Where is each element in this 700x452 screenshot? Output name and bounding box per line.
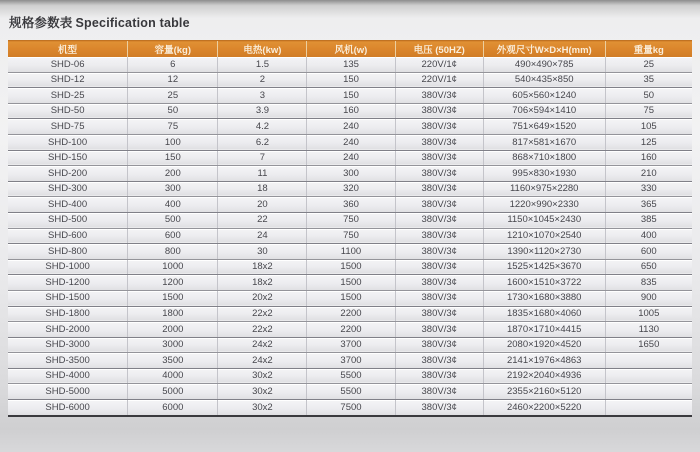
table-cell: 380V/3¢ <box>395 353 483 369</box>
table-cell: 300 <box>307 166 395 182</box>
table-cell: 400 <box>128 197 218 213</box>
table-cell <box>605 384 692 400</box>
table-row <box>8 306 692 322</box>
table-cell: 380V/3¢ <box>395 275 483 291</box>
table-cell: 3000 <box>128 337 218 353</box>
table-cell: 125 <box>605 134 692 150</box>
table-row <box>8 197 692 213</box>
table-cell: 1835×1680×4060 <box>483 306 605 322</box>
table-cell: 50 <box>605 88 692 104</box>
table-cell: 4.2 <box>218 119 307 135</box>
table-row <box>8 290 692 306</box>
table-cell: 50 <box>128 103 218 119</box>
table-row <box>8 337 692 353</box>
table-cell: SHD-5000 <box>8 384 128 400</box>
table-cell: 135 <box>307 57 395 72</box>
table-cell: 1600×1510×3722 <box>483 275 605 291</box>
table-cell: 3700 <box>307 353 395 369</box>
table-cell: SHD-25 <box>8 88 128 104</box>
table-cell: 3 <box>218 88 307 104</box>
table-cell: 706×594×1410 <box>483 103 605 119</box>
table-cell: SHD-200 <box>8 166 128 182</box>
table-cell: 1100 <box>307 244 395 260</box>
table-cell <box>605 353 692 369</box>
table-cell: SHD-12 <box>8 72 128 88</box>
table-cell: 380V/3¢ <box>395 134 483 150</box>
table-cell: 160 <box>307 103 395 119</box>
table-cell: 2 <box>218 72 307 88</box>
column-header-5: 外观尺寸W×D×H(mm) <box>483 41 605 58</box>
table-cell: SHD-100 <box>8 134 128 150</box>
table-cell: 1500 <box>307 290 395 306</box>
table-cell: 540×435×850 <box>483 72 605 88</box>
column-header-1: 容量(kg) <box>128 41 218 58</box>
table-cell: 360 <box>307 197 395 213</box>
table-cell: SHD-06 <box>8 57 128 72</box>
table-row <box>8 134 692 150</box>
table-row <box>8 166 692 182</box>
table-cell: 75 <box>605 103 692 119</box>
table-cell: 3.9 <box>218 103 307 119</box>
table-cell: 30x2 <box>218 384 307 400</box>
table-cell: SHD-1000 <box>8 259 128 275</box>
table-cell: SHD-1500 <box>8 290 128 306</box>
table-cell: 380V/3¢ <box>395 384 483 400</box>
table-cell: 22x2 <box>218 322 307 338</box>
table-cell: 750 <box>307 228 395 244</box>
table-cell: SHD-3500 <box>8 353 128 369</box>
table-cell <box>605 400 692 416</box>
table-cell: 2192×2040×4936 <box>483 368 605 384</box>
table-cell: 6000 <box>128 400 218 416</box>
table-cell: SHD-1800 <box>8 306 128 322</box>
table-cell: 380V/3¢ <box>395 322 483 338</box>
table-cell: 1005 <box>605 306 692 322</box>
table-row <box>8 72 692 88</box>
column-header-0: 机型 <box>8 41 128 58</box>
table-cell: SHD-300 <box>8 181 128 197</box>
table-cell: 300 <box>128 181 218 197</box>
table-cell: 200 <box>128 166 218 182</box>
table-cell: 835 <box>605 275 692 291</box>
table-cell: 605×560×1240 <box>483 88 605 104</box>
table-cell: 380V/3¢ <box>395 244 483 260</box>
table-cell: 1500 <box>307 275 395 291</box>
table-cell: 365 <box>605 197 692 213</box>
column-header-3: 风机(w) <box>307 41 395 58</box>
table-cell: 150 <box>307 88 395 104</box>
table-row <box>8 322 692 338</box>
table-cell: 380V/3¢ <box>395 197 483 213</box>
table-cell: 380V/3¢ <box>395 119 483 135</box>
table-cell: SHD-600 <box>8 228 128 244</box>
table-cell: 400 <box>605 228 692 244</box>
page-title-zh: 规格参数表 <box>9 16 73 30</box>
table-cell: 330 <box>605 181 692 197</box>
table-row <box>8 103 692 119</box>
table-cell: 4000 <box>128 368 218 384</box>
table-cell: 18x2 <box>218 259 307 275</box>
table-cell: 25 <box>605 57 692 72</box>
table-cell: 1130 <box>605 322 692 338</box>
table-cell: 380V/3¢ <box>395 166 483 182</box>
table-cell: 380V/3¢ <box>395 259 483 275</box>
table-row <box>8 212 692 228</box>
table-cell: 20 <box>218 197 307 213</box>
table-cell: 600 <box>605 244 692 260</box>
table-cell: 380V/3¢ <box>395 337 483 353</box>
table-cell: 24x2 <box>218 337 307 353</box>
table-body <box>8 57 692 416</box>
table-cell: 24x2 <box>218 353 307 369</box>
table-cell: 1150×1045×2430 <box>483 212 605 228</box>
table-cell: 5500 <box>307 368 395 384</box>
table-cell: 380V/3¢ <box>395 181 483 197</box>
table-cell: SHD-3000 <box>8 337 128 353</box>
table-cell: 2080×1920×4520 <box>483 337 605 353</box>
table-cell: 995×830×1930 <box>483 166 605 182</box>
table-cell: 650 <box>605 259 692 275</box>
table-cell: SHD-4000 <box>8 368 128 384</box>
table-cell: 7500 <box>307 400 395 416</box>
table-cell: 1500 <box>307 259 395 275</box>
table-cell: 150 <box>128 150 218 166</box>
table-cell: 6.2 <box>218 134 307 150</box>
table-cell: 220V/1¢ <box>395 57 483 72</box>
table-cell: SHD-800 <box>8 244 128 260</box>
table-row <box>8 181 692 197</box>
table-cell: 380V/3¢ <box>395 88 483 104</box>
table-cell: 100 <box>128 134 218 150</box>
table-cell: 2200 <box>307 322 395 338</box>
table-cell: SHD-400 <box>8 197 128 213</box>
column-header-2: 电热(kw) <box>218 41 307 58</box>
table-cell: 500 <box>128 212 218 228</box>
table-cell: SHD-150 <box>8 150 128 166</box>
table-cell: 25 <box>128 88 218 104</box>
table-row <box>8 228 692 244</box>
table-cell: 1730×1680×3880 <box>483 290 605 306</box>
table-row <box>8 150 692 166</box>
table-cell: 1800 <box>128 306 218 322</box>
table-cell: 12 <box>128 72 218 88</box>
table-cell: 1650 <box>605 337 692 353</box>
table-row <box>8 353 692 369</box>
table-cell: 150 <box>307 72 395 88</box>
table-cell: 24 <box>218 228 307 244</box>
table-cell: 800 <box>128 244 218 260</box>
table-cell: 30x2 <box>218 368 307 384</box>
table-cell: 1220×990×2330 <box>483 197 605 213</box>
table-cell: 5000 <box>128 384 218 400</box>
table-cell: 160 <box>605 150 692 166</box>
table-cell: 320 <box>307 181 395 197</box>
table-cell: 1160×975×2280 <box>483 181 605 197</box>
table-cell: 1870×1710×4415 <box>483 322 605 338</box>
table-cell: 2141×1976×4863 <box>483 353 605 369</box>
table-cell: 751×649×1520 <box>483 119 605 135</box>
table-cell: 1390×1120×2730 <box>483 244 605 260</box>
table-cell: 380V/3¢ <box>395 228 483 244</box>
table-cell: 2000 <box>128 322 218 338</box>
specification-table <box>8 40 692 417</box>
table-head <box>8 41 692 58</box>
table-cell: 20x2 <box>218 290 307 306</box>
table-cell: SHD-1200 <box>8 275 128 291</box>
table-cell: 380V/3¢ <box>395 306 483 322</box>
table-cell: 380V/3¢ <box>395 400 483 416</box>
table-cell: 210 <box>605 166 692 182</box>
table-cell: 5500 <box>307 384 395 400</box>
page-title-en: Specification table <box>75 16 190 30</box>
column-header-4: 电压 (50HZ) <box>395 41 483 58</box>
table-cell: 380V/3¢ <box>395 150 483 166</box>
table-cell: 22x2 <box>218 306 307 322</box>
table-cell: 380V/3¢ <box>395 103 483 119</box>
table-cell: 600 <box>128 228 218 244</box>
table-cell: SHD-50 <box>8 103 128 119</box>
table-cell: 817×581×1670 <box>483 134 605 150</box>
table-cell: 1.5 <box>218 57 307 72</box>
table-cell: 6 <box>128 57 218 72</box>
table-row <box>8 57 692 72</box>
table-cell: 380V/3¢ <box>395 290 483 306</box>
table-row <box>8 119 692 135</box>
table-cell: 7 <box>218 150 307 166</box>
table-row <box>8 88 692 104</box>
table-cell: 3500 <box>128 353 218 369</box>
table-cell: 385 <box>605 212 692 228</box>
table-cell: 240 <box>307 119 395 135</box>
table-row <box>8 244 692 260</box>
table-cell: 900 <box>605 290 692 306</box>
table-cell: 380V/3¢ <box>395 368 483 384</box>
table-row <box>8 368 692 384</box>
table-cell: 490×490×785 <box>483 57 605 72</box>
table-cell: 220V/1¢ <box>395 72 483 88</box>
table-cell: 1525×1425×3670 <box>483 259 605 275</box>
table-cell: SHD-500 <box>8 212 128 228</box>
table-cell: 35 <box>605 72 692 88</box>
table-cell: 18 <box>218 181 307 197</box>
table-cell: 75 <box>128 119 218 135</box>
table-cell: 1210×1070×2540 <box>483 228 605 244</box>
table-cell: 11 <box>218 166 307 182</box>
table-cell: 30 <box>218 244 307 260</box>
table-cell: 30x2 <box>218 400 307 416</box>
table-cell: 868×710×1800 <box>483 150 605 166</box>
table-cell: 1000 <box>128 259 218 275</box>
table-cell: 2355×2160×5120 <box>483 384 605 400</box>
table-row <box>8 384 692 400</box>
table-header-row <box>8 41 692 58</box>
table-cell: 18x2 <box>218 275 307 291</box>
table-cell: 240 <box>307 134 395 150</box>
column-header-6: 重量kg <box>605 41 692 58</box>
table-cell: 380V/3¢ <box>395 212 483 228</box>
table-cell: 240 <box>307 150 395 166</box>
table-cell: SHD-75 <box>8 119 128 135</box>
table-row <box>8 275 692 291</box>
table-cell: 2200 <box>307 306 395 322</box>
table-row <box>8 259 692 275</box>
table-cell: 750 <box>307 212 395 228</box>
page-title <box>9 13 700 31</box>
table-cell: 3700 <box>307 337 395 353</box>
table-row <box>8 400 692 416</box>
table-cell: 1200 <box>128 275 218 291</box>
table-cell: 2460×2200×5220 <box>483 400 605 416</box>
table-cell: 105 <box>605 119 692 135</box>
table-cell: 1500 <box>128 290 218 306</box>
table-cell: 22 <box>218 212 307 228</box>
table-cell <box>605 368 692 384</box>
table-cell: SHD-6000 <box>8 400 128 416</box>
table-cell: SHD-2000 <box>8 322 128 338</box>
